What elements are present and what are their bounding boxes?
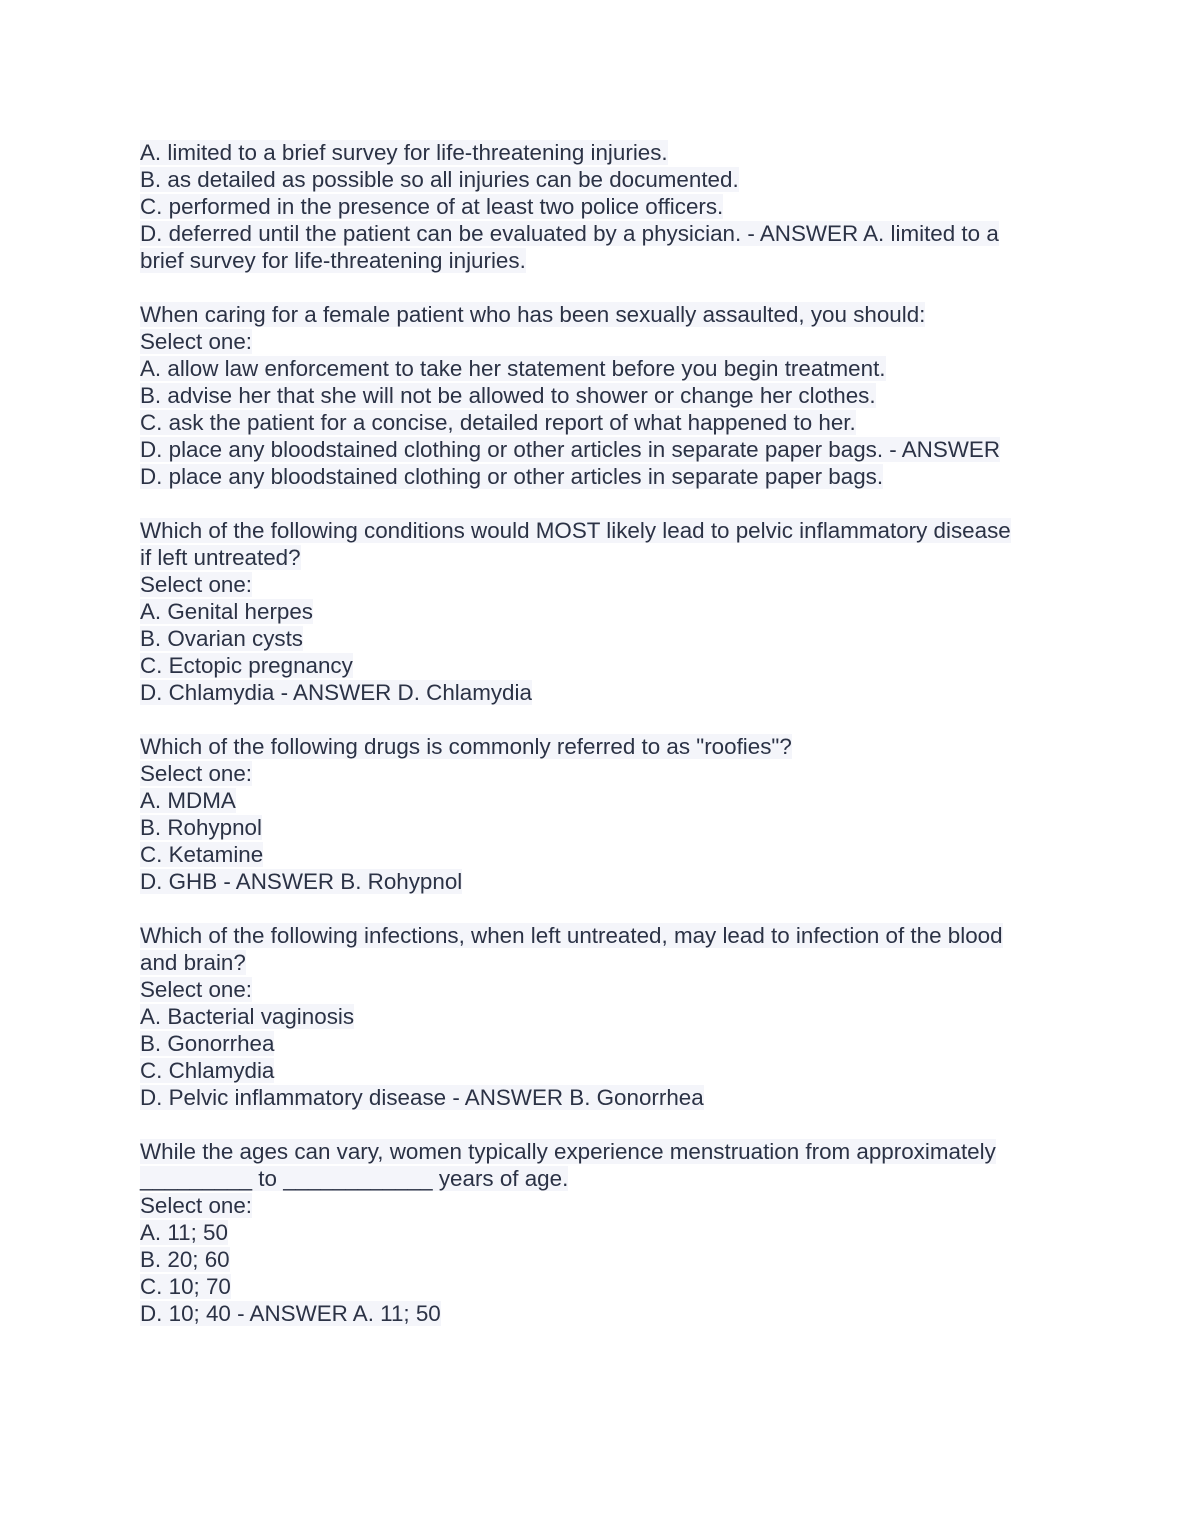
question-text: and brain? <box>140 950 246 975</box>
text-line: B. as detailed as possible so all injuries can be documented. <box>140 167 739 192</box>
select-one-label: Select one: <box>140 572 253 597</box>
option-d-answer: D. Pelvic inflammatory disease - ANSWER B. Gonorrhea <box>140 1085 704 1110</box>
question-text: When caring for a female patient who has been sexually assaulted, you should: <box>140 302 926 327</box>
option-c: C. Ectopic pregnancy <box>140 653 353 678</box>
option-b: B. 20; 60 <box>140 1247 230 1272</box>
document-page <box>140 139 1055 1354</box>
option-d-answer: D. Chlamydia - ANSWER D. Chlamydia <box>140 680 532 705</box>
text-line: D. deferred until the patient can be evaluated by a physician. - ANSWER A. limited to a <box>140 221 999 246</box>
option-a: A. 11; 50 <box>140 1220 228 1245</box>
text-line: A. limited to a brief survey for life-threatening injuries. <box>140 140 668 165</box>
option-a: A. Bacterial vaginosis <box>140 1004 355 1029</box>
select-one-label: Select one: <box>140 329 253 354</box>
option-a: A. allow law enforcement to take her statement before you begin treatment. <box>140 356 886 381</box>
option-c: C. Chlamydia <box>140 1058 275 1083</box>
question-text: Which of the following infections, when left untreated, may lead to infection of the blood <box>140 923 1003 948</box>
text-line: C. performed in the presence of at least two police officers. <box>140 194 724 219</box>
option-c: C. Ketamine <box>140 842 264 867</box>
question-block-1 <box>140 139 1055 274</box>
select-one-label: Select one: <box>140 1193 253 1218</box>
option-a: A. Genital herpes <box>140 599 314 624</box>
question-text: While the ages can vary, women typically experience menstruation from approximately <box>140 1139 996 1164</box>
question-block-4 <box>140 733 1055 895</box>
question-block-5 <box>140 922 1055 1111</box>
question-text: _________ to ____________ years of age. <box>140 1166 569 1191</box>
option-b: B. Gonorrhea <box>140 1031 275 1056</box>
question-text: Which of the following conditions would MOST likely lead to pelvic inflammatory disease <box>140 518 1011 543</box>
option-c: C. 10; 70 <box>140 1274 231 1299</box>
option-b: B. Rohypnol <box>140 815 262 840</box>
question-block-2 <box>140 301 1055 490</box>
select-one-label: Select one: <box>140 761 253 786</box>
question-text: if left untreated? <box>140 545 301 570</box>
option-a: A. MDMA <box>140 788 236 813</box>
option-b: B. Ovarian cysts <box>140 626 303 651</box>
question-text: Which of the following drugs is commonly referred to as "roofies"? <box>140 734 792 759</box>
question-block-6 <box>140 1138 1055 1327</box>
option-d-answer: D. 10; 40 - ANSWER A. 11; 50 <box>140 1301 441 1326</box>
question-block-3 <box>140 517 1055 706</box>
option-b: B. advise her that she will not be allowed to shower or change her clothes. <box>140 383 876 408</box>
option-d-answer: D. GHB - ANSWER B. Rohypnol <box>140 869 463 894</box>
answer-text: D. place any bloodstained clothing or other articles in separate paper bags. <box>140 464 884 489</box>
option-d: D. place any bloodstained clothing or other articles in separate paper bags. - ANSWER <box>140 437 1001 462</box>
select-one-label: Select one: <box>140 977 253 1002</box>
text-line: brief survey for life-threatening injuries. <box>140 248 526 273</box>
option-c: C. ask the patient for a concise, detailed report of what happened to her. <box>140 410 856 435</box>
